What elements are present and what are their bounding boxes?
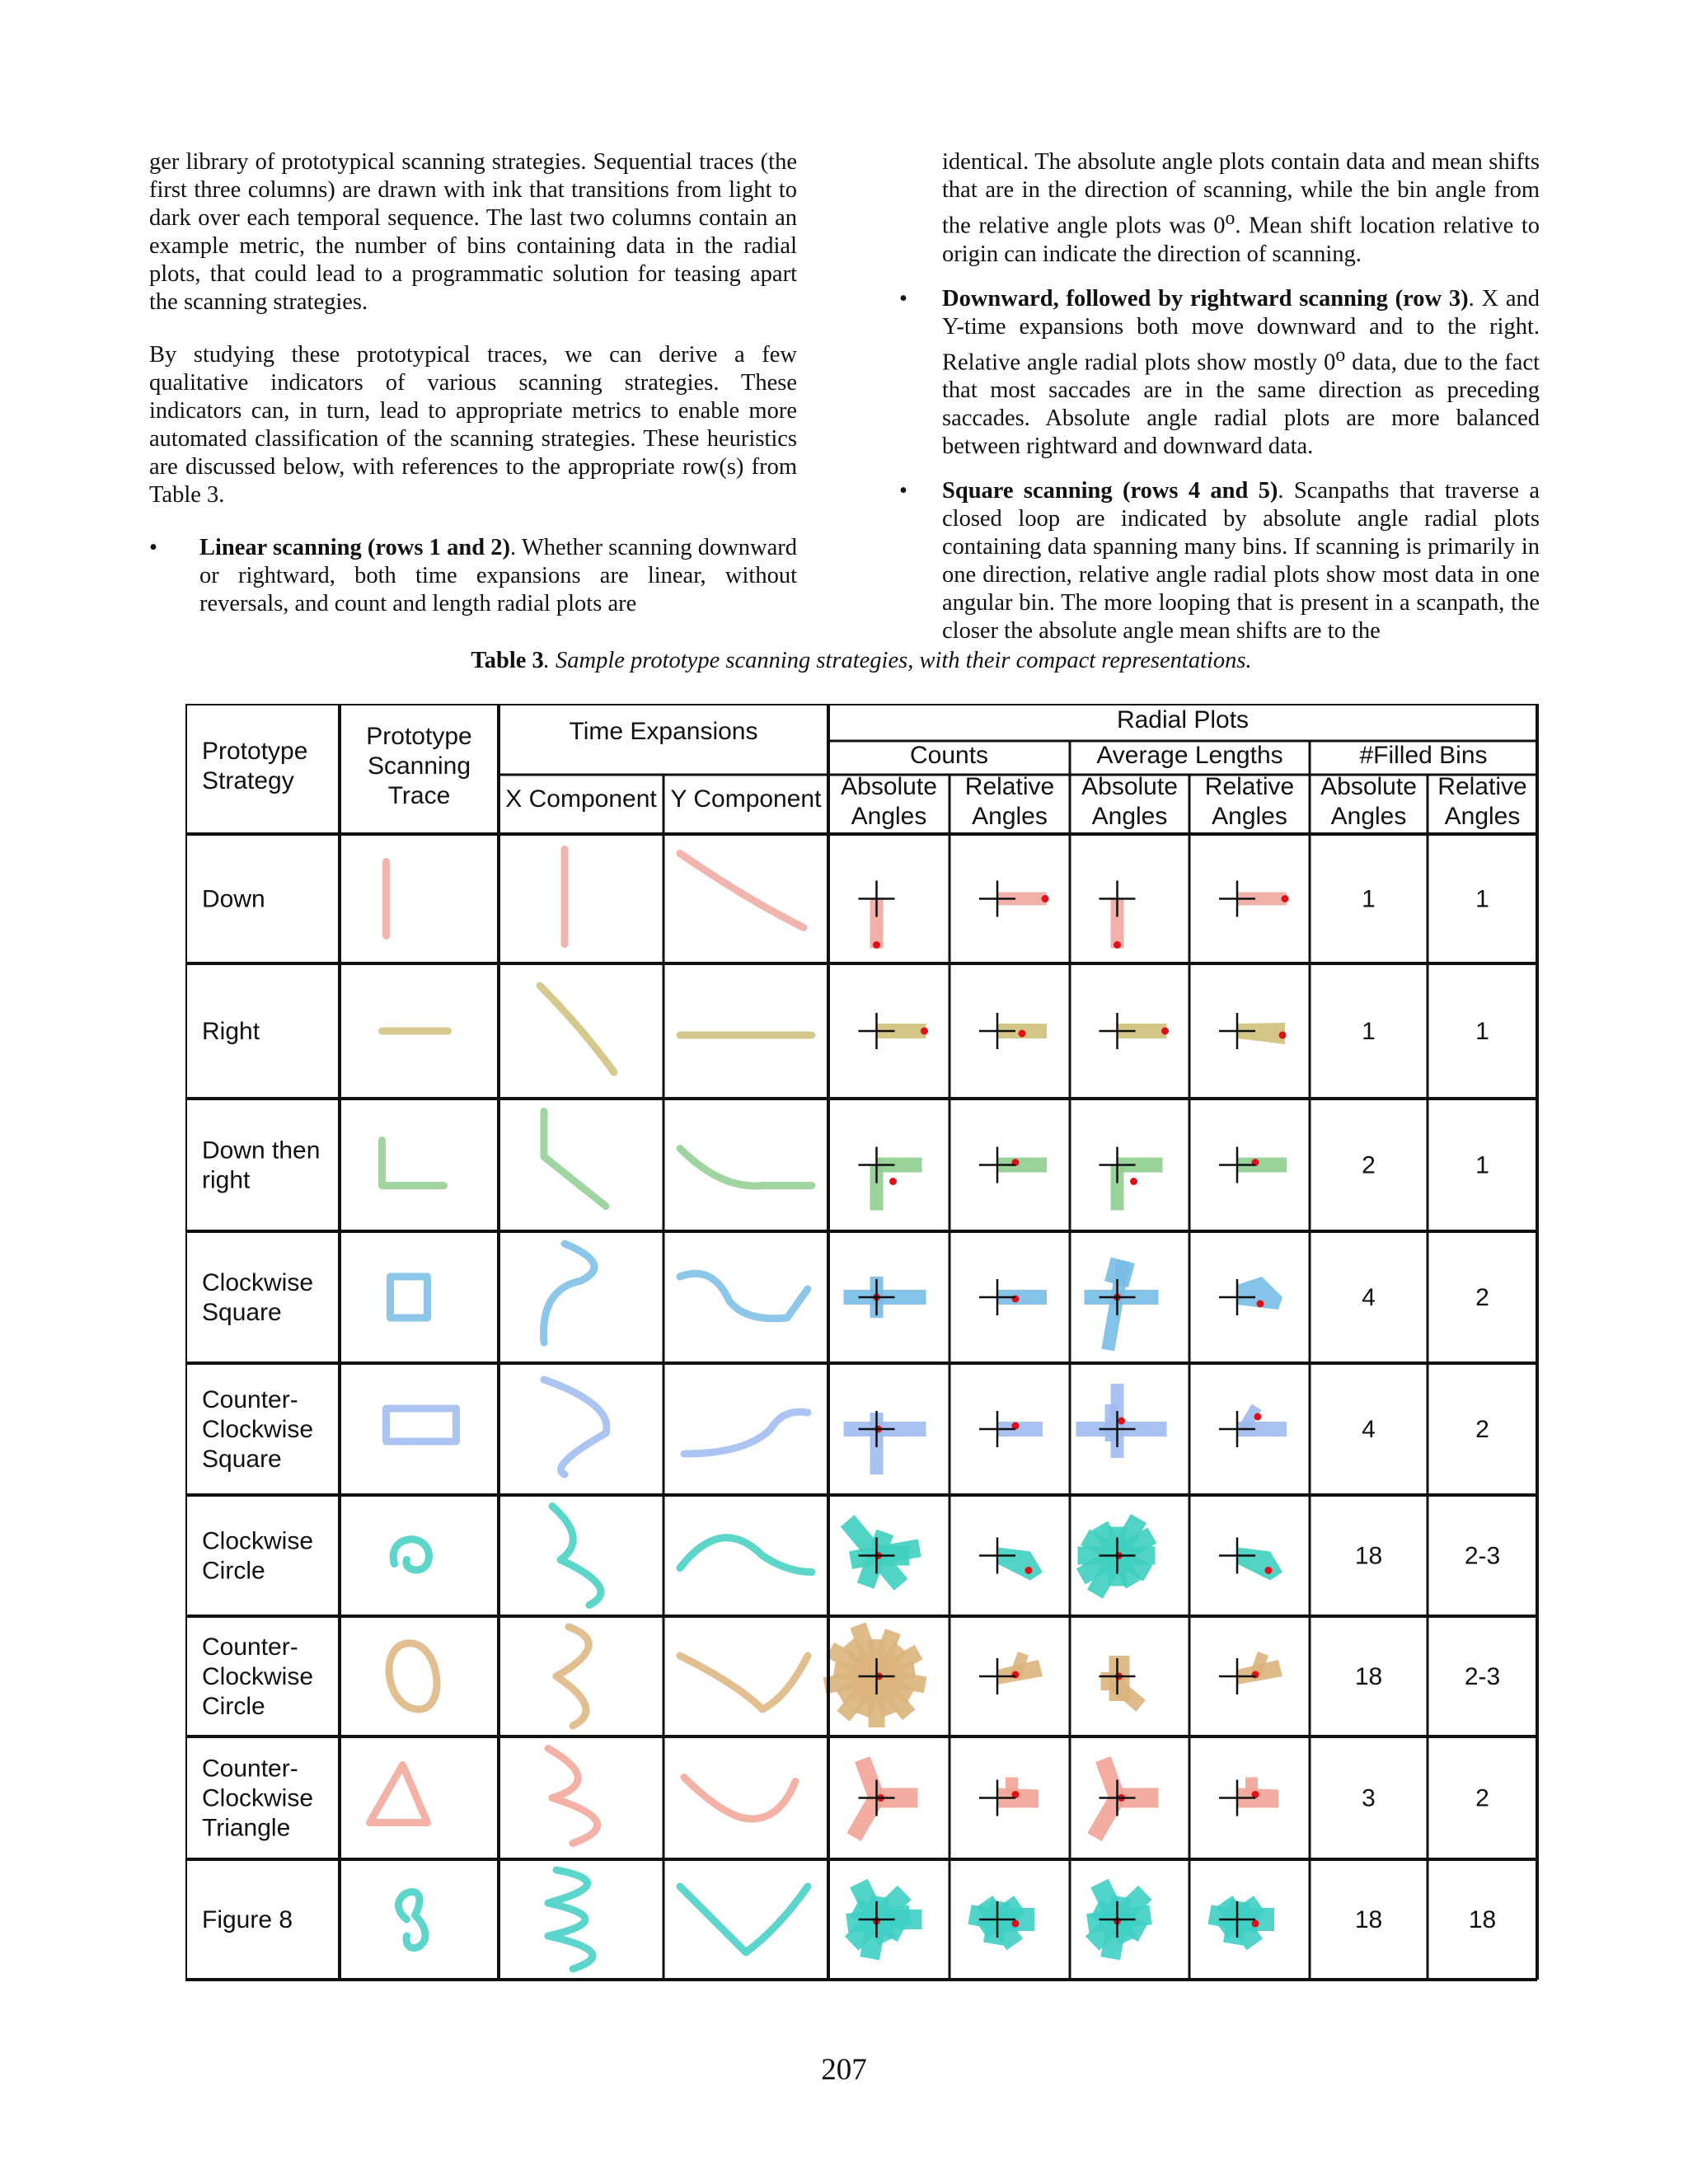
radial-bin xyxy=(1105,1404,1117,1441)
row-label: Circle xyxy=(202,1557,265,1585)
mean-shift-dot xyxy=(921,1028,928,1035)
paragraph: By studying these prototypical traces, we can derive a few qualitative indicators of various scanning strategies. These indicators can, in turn, lead to appropriate metrics to enable more automated classification of the scanning strategies. These heuristics are discussed below, with references to the appropriate row(s) from Table 3. xyxy=(149,342,797,508)
y-expansion-trace xyxy=(680,1886,808,1952)
abs-filled-bins: 3 xyxy=(1362,1784,1376,1812)
row-label: Down xyxy=(202,885,265,913)
y-expansion-trace xyxy=(680,1538,812,1572)
mean-shift-dot xyxy=(1019,1030,1026,1038)
header-strategy: Strategy xyxy=(202,767,294,794)
prototype-trace xyxy=(393,1540,429,1570)
radial-bin xyxy=(846,1794,884,1842)
header-relative-angles: Relative xyxy=(1437,773,1527,800)
header-relative-angles: Relative xyxy=(964,773,1055,800)
x-expansion-trace xyxy=(552,1507,601,1605)
abs-filled-bins: 2 xyxy=(1362,1151,1376,1179)
rel-filled-bins: 2-3 xyxy=(1464,1542,1501,1570)
radial-bin xyxy=(997,1548,1043,1581)
header-strategy: Prototype xyxy=(202,738,308,765)
mean-shift-dot xyxy=(1130,1178,1137,1185)
mean-shift-dot xyxy=(1265,1567,1273,1574)
rel-filled-bins: 1 xyxy=(1475,1151,1489,1179)
left-column xyxy=(149,148,797,618)
row-label: Counter- xyxy=(202,1386,298,1413)
x-expansion-trace xyxy=(556,1627,588,1726)
x-expansion-trace xyxy=(544,1244,594,1343)
table-3 xyxy=(185,704,1542,1983)
row-label: Clockwise xyxy=(202,1269,314,1296)
paragraph: identical. The absolute angle plots contain data and mean shifts that are in the direction of scanning, while the bin angle from the relative angle plots was 0$^o$. Mean shift location relative to origin can indicate the direction of scanning. xyxy=(942,149,1540,267)
x-expansion-trace xyxy=(544,1112,606,1207)
mean-shift-dot xyxy=(1012,1920,1020,1928)
paragraph: ger library of prototypical scanning strategies. Sequential traces (the first three columns) are drawn with ink that transitions from light to dark over each temporal sequence. The last two columns contain an example metric, the number of bins containing data in the radial plots, that could lead to a programmatic solution for teasing apart the scanning strategies. xyxy=(149,149,797,315)
row-label: Figure 8 xyxy=(202,1906,293,1933)
y-expansion-trace xyxy=(684,1412,808,1454)
y-expansion-trace xyxy=(684,1778,795,1819)
row-label: Clockwise xyxy=(202,1663,314,1690)
header-absolute-angles: Angles xyxy=(1091,803,1168,830)
header-absolute-angles: Absolute xyxy=(1320,773,1417,800)
abs-filled-bins: 4 xyxy=(1362,1416,1376,1443)
header-trace: Trace xyxy=(387,782,451,809)
radial-bin xyxy=(1237,1548,1282,1581)
y-expansion-trace xyxy=(680,1656,808,1709)
row-label: Counter- xyxy=(202,1755,298,1783)
x-expansion-trace xyxy=(544,1380,607,1474)
row-label: Triangle xyxy=(202,1814,291,1842)
bullet-heading: Downward, followed by rightward scanning (row 3) xyxy=(942,285,1469,312)
mean-shift-dot xyxy=(1254,1413,1262,1421)
header-relative-angles: Angles xyxy=(1212,803,1287,830)
header-relative-angles: Relative xyxy=(1204,773,1295,800)
bullet-marker: • xyxy=(149,535,157,560)
x-expansion-trace xyxy=(548,1870,593,1969)
x-expansion-trace xyxy=(548,1749,598,1844)
mean-shift-dot xyxy=(1282,895,1289,902)
bullet-marker: • xyxy=(899,478,907,504)
rel-filled-bins: 2 xyxy=(1475,1284,1489,1311)
row-label: Clockwise xyxy=(202,1416,314,1443)
row-label: Square xyxy=(202,1446,282,1473)
mean-shift-dot xyxy=(1114,941,1121,949)
row-label: Circle xyxy=(202,1693,265,1720)
mean-shift-dot xyxy=(1118,1418,1125,1425)
row-label: Square xyxy=(202,1299,282,1326)
bullet-item xyxy=(149,534,797,618)
row-label: Down then xyxy=(202,1137,321,1165)
header-filled-bins: #Filled Bins xyxy=(1359,742,1488,769)
prototype-trace xyxy=(387,1408,457,1441)
abs-filled-bins: 1 xyxy=(1362,885,1376,913)
abs-filled-bins: 18 xyxy=(1354,1906,1383,1933)
bullet-heading: Linear scanning (rows 1 and 2) xyxy=(199,535,511,560)
y-expansion-trace xyxy=(680,1273,808,1319)
prototype-trace xyxy=(391,1277,428,1318)
caption-label: Table 3 xyxy=(471,648,544,673)
header-trace: Scanning xyxy=(367,752,471,780)
mean-shift-dot xyxy=(873,941,880,949)
header-x-component: X Component xyxy=(505,785,657,813)
header-absolute-angles: Absolute xyxy=(1081,773,1178,800)
row-label: Counter- xyxy=(202,1633,298,1661)
row-label: right xyxy=(202,1166,251,1194)
header-absolute-angles: Absolute xyxy=(841,773,937,800)
prototype-trace xyxy=(382,1141,444,1186)
header-absolute-angles: Angles xyxy=(851,803,927,830)
mean-shift-dot xyxy=(1042,895,1049,902)
prototype-trace xyxy=(389,1643,437,1709)
page-number: 207 xyxy=(821,2053,867,2087)
abs-filled-bins: 18 xyxy=(1354,1663,1383,1690)
rel-filled-bins: 2 xyxy=(1475,1416,1489,1443)
header-average-lengths: Average Lengths xyxy=(1096,742,1283,769)
prototype-trace xyxy=(370,1765,428,1823)
bullet-text: . Whether scanning downward or rightward, both time expansions are linear, without reversals, and count and length radial plots are xyxy=(199,535,797,616)
mean-shift-dot xyxy=(889,1178,897,1185)
row-label: Clockwise xyxy=(202,1527,314,1555)
radial-bin xyxy=(1087,1794,1124,1842)
header-relative-angles: Angles xyxy=(972,803,1048,830)
mean-shift-dot xyxy=(1025,1567,1033,1574)
rel-filled-bins: 18 xyxy=(1468,1906,1497,1933)
bullet-item: • Downward, followed by rightward scanning (row 3). X and Y-time expansions both move downward and to the right. Relative angle radial plots show mostly 0$^o$ data, due to the fact that most saccades are in the same direction as preceding saccades. Absolute angle radial plots are more balanced between rightward and downward data. xyxy=(899,285,1540,459)
bullet-item xyxy=(899,477,1540,645)
y-expansion-trace xyxy=(680,854,804,928)
right-column xyxy=(899,148,1540,645)
header-y-component: Y Component xyxy=(670,785,822,813)
row-label: Right xyxy=(202,1018,260,1045)
header-absolute-angles: Angles xyxy=(1330,803,1407,830)
prototype-trace xyxy=(398,1891,425,1947)
bullet-heading: Square scanning (rows 4 and 5) xyxy=(942,478,1278,504)
header-relative-angles: Angles xyxy=(1444,803,1521,830)
bullet-text: . Scanpaths that traverse a closed loop are indicated by absolute angle radial plots containing data spanning many bins. If scanning is primarily in one direction, relative angle radial plots show most data in one angular bin. The more looping that is present in a scanpath, the closer the absolute angle mean shifts are to the xyxy=(942,478,1540,644)
mean-shift-dot xyxy=(1279,1032,1287,1039)
mean-shift-dot xyxy=(1252,1920,1259,1928)
x-expansion-trace xyxy=(540,986,614,1072)
table-caption xyxy=(0,648,1688,674)
mean-shift-dot xyxy=(1161,1028,1169,1035)
mean-shift-dot xyxy=(1257,1301,1264,1308)
abs-filled-bins: 18 xyxy=(1354,1542,1383,1570)
bullet-marker: • xyxy=(899,285,907,312)
y-expansion-trace xyxy=(680,1149,812,1186)
rel-filled-bins: 1 xyxy=(1475,1018,1489,1045)
rel-filled-bins: 1 xyxy=(1475,885,1489,913)
header-counts: Counts xyxy=(909,742,989,769)
rel-filled-bins: 2 xyxy=(1475,1784,1489,1812)
rel-filled-bins: 2-3 xyxy=(1464,1663,1501,1690)
radial-bin xyxy=(1237,1023,1285,1044)
radial-bin xyxy=(1104,1257,1135,1287)
table-figure xyxy=(185,704,1542,1983)
header-trace: Prototype xyxy=(366,723,472,750)
header-radial-plots: Radial Plots xyxy=(1116,706,1250,733)
abs-filled-bins: 1 xyxy=(1362,1018,1376,1045)
abs-filled-bins: 4 xyxy=(1362,1284,1376,1311)
caption-text: . Sample prototype scanning strategies, with their compact representations. xyxy=(543,648,1252,673)
row-label: Clockwise xyxy=(202,1784,314,1812)
header-time-expansions: Time Expansions xyxy=(569,718,758,745)
